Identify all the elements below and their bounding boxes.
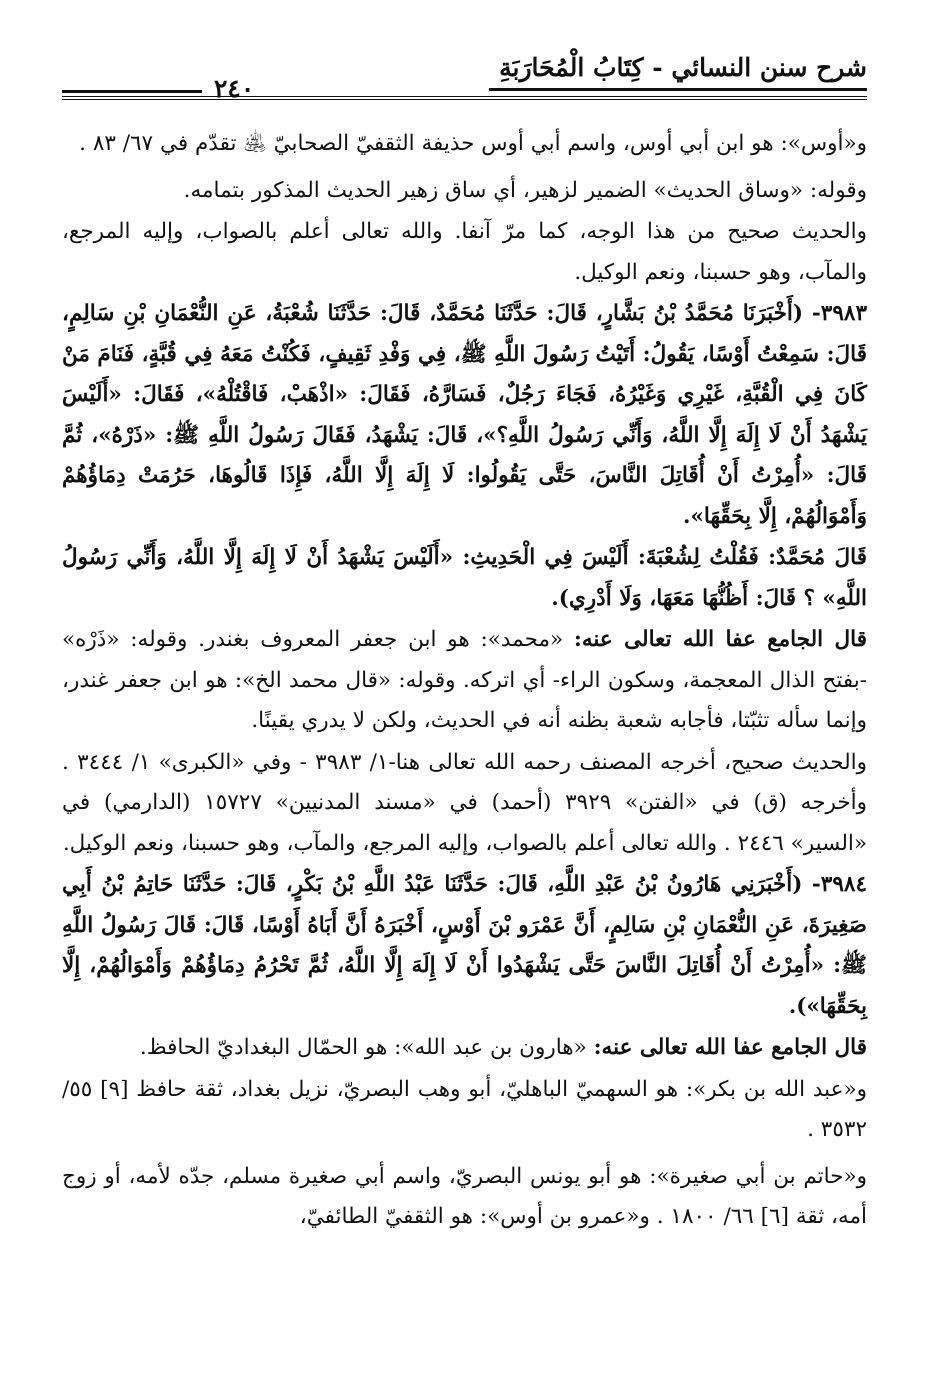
commentary-lead: قال الجامع عفا الله تعالى عنه: xyxy=(573,627,868,652)
header-rule-top xyxy=(489,88,867,91)
hadith-3984: ٣٩٨٤- (أَخْبَرَنِي هَارُونُ بْنُ عَبْدِ اللَّهِ، قَالَ: حَدَّثَنَا عَبْدُ اللَّهِ بْنُ بَكْرٍ، قَالَ: حَدَّثَنَا حَاتِمُ بْنُ أَبِي صَغِيرَةَ، عَنِ النُّعْمَانِ بْنِ سَالِمٍ، أَنَّ عَمْرَو بْنَ أَوْسٍ، أَخْبَرَهُ أَنَّ أَبَاهُ أَوْسًا، قَالَ: قَالَ رَسُولُ اللَّهِ ﷺ: «أُمِرْتُ أَنْ أُقَاتِلَ النَّاسَ حَتَّى يَشْهَدُوا أَنْ لَا إِلَهَ إِلَّا اللَّهُ، ثُمَّ تَحْرُمُ دِمَاؤُهُمْ وَأَمْوَالُهُمْ، إِلَّا بِحَقِّهَا»). xyxy=(62,872,867,1019)
commentary-lead: قال الجامع عفا الله تعالى عنه: xyxy=(593,1035,867,1060)
commentary-1 xyxy=(62,620,867,742)
main-text xyxy=(62,124,867,1238)
paragraph-2: وقوله: «وساق الحديث» الضمير لزهير، أي ساق زهير الحديث المذكور بتمامه. xyxy=(183,177,867,203)
header-rule-left xyxy=(62,90,202,93)
takhrij-3983: والحديث صحيح، أخرجه المصنف رحمه الله تعالى هنا-١/ ٣٩٨٣ - وفي «الكبرى» ١/ ٣٤٤٤ . وأخرجه (ق) في «الفتن» ٣٩٢٩ (أحمد) في «مسند المدنيين» ١٥٧٢٧ (الدارمي) في «السير» ٢٤٤٦ . والله تعالى أعلم بالصواب، وإليه المرجع، والمآب، وهو حسبنا، ونعم الوكيل. xyxy=(62,749,868,856)
commentary-2 xyxy=(62,1028,867,1069)
hadith-3983: ٣٩٨٣- (أَخْبَرَنَا مُحَمَّدُ بْنُ بَشَّارٍ، قَالَ: حَدَّثَنَا مُحَمَّدٌ، قَالَ: حَدَّثَنَا شُعْبَةُ، عَنِ النُّعْمَانِ بْنِ سَالِمٍ، قَالَ: سَمِعْتُ أَوْسًا، يَقُولُ: أَتَيْتُ رَسُولَ اللَّهِ ﷺ، فِي وَفْدِ ثَقِيفٍ، فَكُنْتُ مَعَهُ فِي قُبَّةٍ، فَنَامَ مَنْ كَانَ فِي الْقُبَّةِ، غَيْرِي وَغَيْرُهُ، فَجَاءَ رَجُلٌ، فَسَارَّهُ، فَقَالَ: «اذْهَبْ، فَاقْتُلْهُ»، فَقَالَ: «أَلَيْسَ يَشْهَدُ أَنْ لَا إِلَهَ إِلَّا اللَّهُ، وَأَنِّي رَسُولُ اللَّهِ؟»، قَالَ: يَشْهَدُ، فَقَالَ رَسُولُ اللَّهِ ﷺ: «ذَرْهُ»، ثُمَّ قَالَ: «أُمِرْتُ أَنْ أُقَاتِلَ النَّاسَ، حَتَّى يَقُولُوا: لَا إِلَهَ إِلَّا اللَّهُ، فَإِذَا قَالُوهَا، حَرُمَتْ دِمَاؤُهُمْ وَأَمْوَالُهُمْ، إِلَّا بِحَقِّهَا». xyxy=(62,301,867,529)
page-number: ٢٤٠ xyxy=(214,74,255,103)
page-header xyxy=(62,50,867,104)
paragraph-1: و«أوس»: هو ابن أبي أوس، واسم أبي أوس حذيفة الثقفيّ الصحابيّ ﵁ تقدّم في ٦٧/ ٨٣ . xyxy=(79,131,867,156)
running-title: شرح سنن النسائي - كِتَابُ الْمُحَارَبَةِ xyxy=(499,53,867,82)
narrator-note-2: و«حاتم بن أبي صغيرة»: هو أبو يونس البصريّ، واسم أبي صغيرة مسلم، جدّه لأمه، أو زوج أمه، ثقة [٦] ٦٦/ ١٨٠٠ . و«عمرو بن أوس»: هو الثقفيّ الطائفيّ، xyxy=(62,1163,867,1229)
commentary-text: «هارون بن عبد الله»: هو الحمّال البغداديّ الحافظ. xyxy=(139,1035,594,1060)
hadith-3983-comment: قَالَ مُحَمَّدٌ: فَقُلْتُ لِشُعْبَةَ: أَلَيْسَ فِي الْحَدِيثِ: «أَلَيْسَ يَشْهَدُ أَنْ لَا إِلَهَ إِلَّا اللَّهُ، وَأَنِّي رَسُولُ اللَّهِ» ؟ قَالَ: أَظُنُّهَا مَعَهَا، وَلَا أَدْرِي). xyxy=(62,545,867,611)
header-rule-bottom xyxy=(62,96,867,100)
commentary-text: «محمد»: هو ابن جعفر المعروف بغندر. وقوله: «ذَرْه» -بفتح الذال المعجمة، وسكون الراء- أي اتركه. وقوله: «قال محمد الخ»: هو ابن جعفر غندر، وإنما سأله تثبّتا، فأجابه شعبة بظنه أنه في الحديث، ولكن لا يدري يقينًا. xyxy=(62,627,867,733)
narrator-note-1: و«عبد الله بن بكر»: هو السهميّ الباهليّ، أبو وهب البصريّ، نزيل بغداد، ثقة حافظ [٩] ٥٥/ ٣٥٣٢ . xyxy=(62,1076,867,1142)
paragraph-3: والحديث صحيح من هذا الوجه، كما مرّ آنفا. والله تعالى أعلم بالصواب، وإليه المرجع، والمآب، وهو حسبنا، ونعم الوكيل. xyxy=(62,219,867,285)
